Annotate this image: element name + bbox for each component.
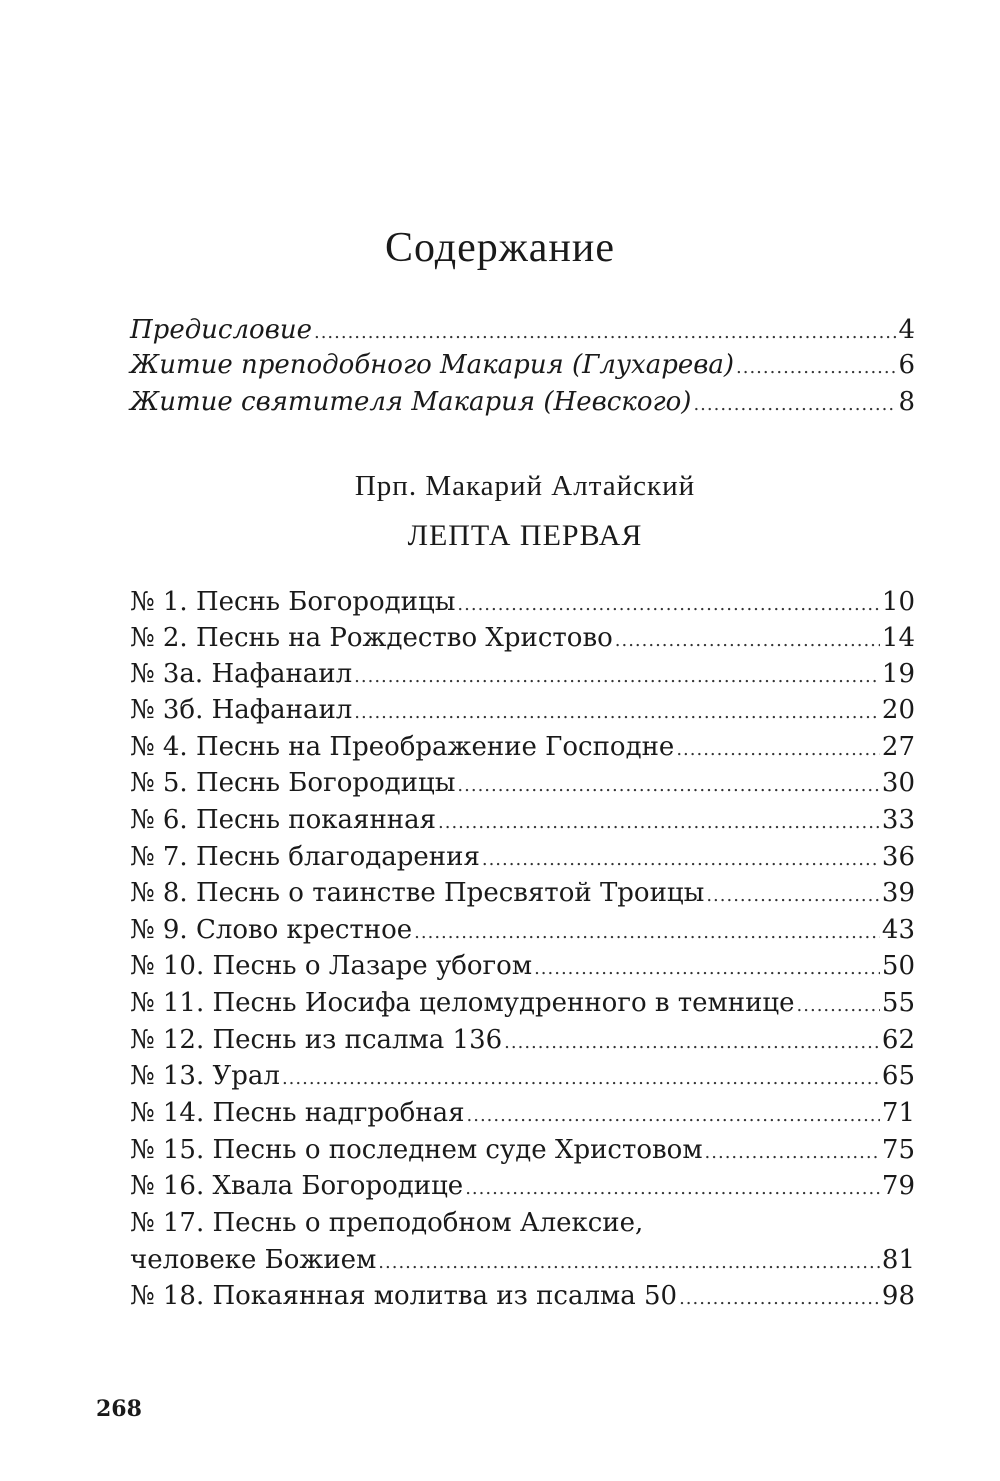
toc-entry-page: 71 bbox=[881, 1098, 915, 1128]
toc-entry-page: 62 bbox=[881, 1025, 915, 1055]
toc-entry-page: 81 bbox=[881, 1245, 915, 1275]
leader-dots bbox=[438, 806, 880, 840]
toc-entry-preface[interactable] bbox=[130, 313, 915, 350]
leader-dots bbox=[706, 879, 880, 913]
toc-entry-page: 10 bbox=[881, 587, 915, 617]
toc-entry-page: 79 bbox=[881, 1171, 915, 1201]
toc-entry-page: 30 bbox=[881, 768, 915, 798]
toc-entry-label: № 8. Песнь о таинстве Пресвятой Троицы bbox=[130, 878, 705, 908]
toc-entry-page: 33 bbox=[881, 805, 915, 835]
toc-entry-label: № 9. Слово крестное bbox=[130, 915, 413, 945]
toc-entry[interactable] bbox=[130, 1279, 915, 1316]
toc-entry-page: 4 bbox=[898, 315, 915, 345]
leader-dots bbox=[465, 1172, 880, 1206]
toc-entry-label: № 3б. Нафанаил bbox=[130, 695, 353, 725]
toc-entry-page: 36 bbox=[881, 842, 915, 872]
toc-entry[interactable] bbox=[130, 585, 915, 622]
leader-dots bbox=[676, 733, 880, 767]
section-title: ЛЕПТА ПЕРВАЯ bbox=[407, 519, 643, 552]
toc-entry[interactable] bbox=[130, 913, 915, 950]
leader-dots bbox=[314, 316, 896, 350]
toc-entry-page: 65 bbox=[881, 1061, 915, 1091]
leader-dots bbox=[534, 952, 880, 986]
leader-dots bbox=[705, 1136, 880, 1170]
toc-entry-label: № 4. Песнь на Преображение Господне bbox=[130, 732, 675, 762]
leader-dots bbox=[354, 660, 880, 694]
toc-entry[interactable] bbox=[130, 803, 915, 840]
toc-entry[interactable] bbox=[130, 986, 915, 1023]
toc-entry-page: 39 bbox=[881, 878, 915, 908]
page-title: Содержание bbox=[384, 225, 616, 271]
toc-entry-label: человеке Божием bbox=[130, 1245, 377, 1275]
toc-entry-life-glukharev[interactable] bbox=[130, 348, 915, 385]
leader-dots bbox=[354, 696, 880, 730]
toc-entry-label: № 2. Песнь на Рождество Христово bbox=[130, 623, 613, 653]
leader-dots bbox=[378, 1246, 880, 1280]
toc-entry-label: № 5. Песнь Богородицы bbox=[130, 768, 456, 798]
toc-entry-label: № 14. Песнь надгробная bbox=[130, 1098, 465, 1128]
toc-entry-label: № 10. Песнь о Лазаре убогом bbox=[130, 951, 533, 981]
toc-entry-page: 19 bbox=[881, 659, 915, 689]
toc-entry-page: 50 bbox=[881, 951, 915, 981]
toc-entry[interactable] bbox=[130, 1096, 915, 1133]
toc-entry-page: 43 bbox=[881, 915, 915, 945]
toc-entry-label: № 6. Песнь покаянная bbox=[130, 805, 437, 835]
toc-entry-page: 20 bbox=[881, 695, 915, 725]
leader-dots bbox=[679, 1282, 880, 1316]
toc-entry-label: Житие святителя Макария (Невского) bbox=[130, 387, 692, 417]
leader-dots bbox=[736, 351, 896, 385]
toc-entry-page: 27 bbox=[881, 732, 915, 762]
leader-dots bbox=[457, 769, 880, 803]
toc-entry-label: № 7. Песнь благодарения bbox=[130, 842, 480, 872]
toc-entry[interactable] bbox=[130, 1169, 915, 1206]
leader-dots bbox=[615, 624, 880, 658]
toc-entry[interactable] bbox=[130, 693, 915, 730]
toc-entry-label: № 16. Хвала Богородице bbox=[130, 1171, 464, 1201]
leader-dots bbox=[693, 388, 896, 422]
toc-entry-page: 8 bbox=[898, 387, 915, 417]
toc-entry-page: 14 bbox=[881, 623, 915, 653]
toc-entry[interactable] bbox=[130, 840, 915, 877]
toc-entry-label: № 18. Покаянная молитва из псалма 50 bbox=[130, 1281, 678, 1311]
leader-dots bbox=[797, 989, 880, 1023]
toc-entry-label: № 15. Песнь о последнем суде Христовом bbox=[130, 1135, 703, 1165]
toc-entry-page: 6 bbox=[898, 350, 915, 380]
toc-entry[interactable] bbox=[130, 1059, 915, 1096]
page-number: 268 bbox=[96, 1396, 142, 1422]
toc-entry[interactable] bbox=[130, 876, 915, 913]
leader-dots bbox=[457, 588, 880, 622]
leader-dots bbox=[482, 843, 880, 877]
toc-entry[interactable] bbox=[130, 621, 915, 658]
leader-dots bbox=[282, 1062, 880, 1096]
toc-entry-label: № 1. Песнь Богородицы bbox=[130, 587, 456, 617]
toc-entry-label: Предисловие bbox=[130, 315, 312, 345]
toc-entry[interactable] bbox=[130, 949, 915, 986]
toc-entry-label: Житие преподобного Макария (Глухарева) bbox=[130, 350, 735, 380]
toc-entry-page: 98 bbox=[881, 1281, 915, 1311]
toc-entry[interactable] bbox=[130, 1133, 915, 1170]
section-author: Прп. Макарий Алтайский bbox=[354, 470, 696, 502]
toc-entry-page: 55 bbox=[881, 988, 915, 1018]
toc-entry-label: № 13. Урал bbox=[130, 1061, 280, 1091]
toc-entry[interactable] bbox=[130, 766, 915, 803]
leader-dots bbox=[467, 1099, 880, 1133]
leader-dots bbox=[504, 1026, 880, 1060]
toc-entry-label: № 11. Песнь Иосифа целомудренного в темнице bbox=[130, 988, 795, 1018]
toc-entry-label: № 3а. Нафанаил bbox=[130, 659, 353, 689]
toc-entry[interactable] bbox=[130, 657, 915, 694]
toc-entry[interactable] bbox=[130, 730, 915, 767]
toc-entry-page: 75 bbox=[881, 1135, 915, 1165]
toc-entry-label: № 12. Песнь из псалма 136 bbox=[130, 1025, 503, 1055]
leader-dots bbox=[414, 916, 880, 950]
toc-entry[interactable] bbox=[130, 1023, 915, 1060]
toc-entry-life-nevsky[interactable] bbox=[130, 385, 915, 422]
toc-entry-first-line[interactable]: № 17. Песнь о преподобном Алексие, bbox=[130, 1208, 644, 1238]
toc-entry[interactable] bbox=[130, 1243, 915, 1280]
